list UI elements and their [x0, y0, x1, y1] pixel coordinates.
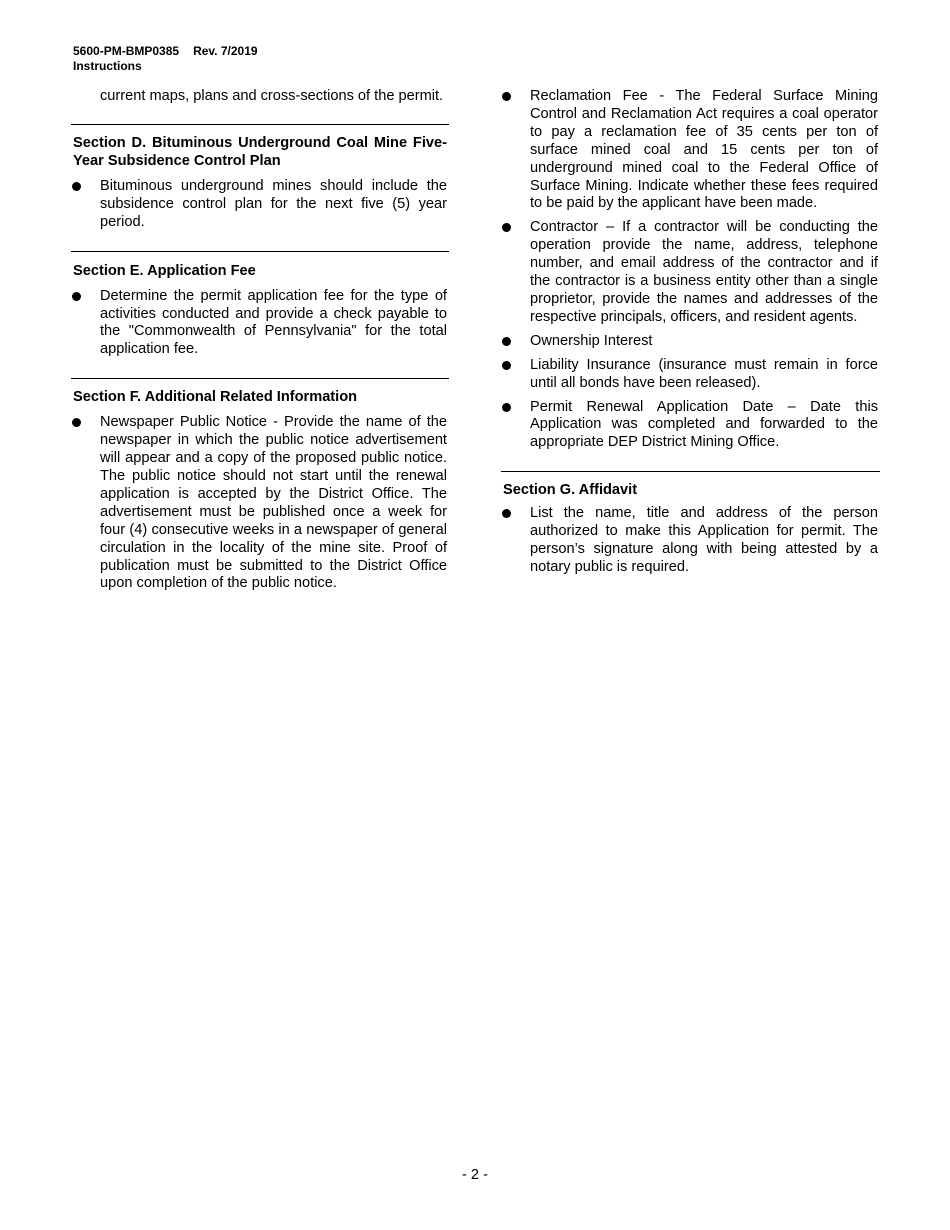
revision-date: Rev. 7/2019: [193, 44, 258, 58]
section-divider: [501, 471, 880, 472]
list-item-text: Reclamation Fee - The Federal Surface Mining Control and Reclamation Act requires a coal operator to pay a reclamation fee of 35 cents per ton of surface mined coal and 15 cents per ton of underground mined coal to the Federal Office of Surface Mining. Indicate whether these fees required to be paid by the applicant have been made.: [530, 88, 878, 212]
list-item: [501, 88, 878, 213]
bullet-icon: [502, 92, 511, 101]
section-d-title: Section D. Bituminous Underground Coal Mine Five-Year Subsidence Control Plan: [73, 134, 447, 169]
bullet-icon: [502, 403, 511, 412]
section-divider: [71, 251, 449, 252]
section-divider: [71, 124, 449, 125]
right-column: [501, 88, 880, 577]
list-item: [71, 178, 447, 232]
bullet-icon: [502, 361, 511, 370]
left-column: [71, 88, 449, 593]
section-g-title: Section G. Affidavit: [503, 482, 638, 499]
header-subtitle: Instructions: [73, 59, 142, 73]
list-item: [71, 414, 447, 593]
bullet-icon: [502, 509, 511, 518]
bullet-icon: [502, 223, 511, 232]
bullet-icon: [72, 292, 81, 301]
list-item-text: Bituminous underground mines should include the subsidence control plan for the next five (5) year period.: [100, 177, 447, 230]
list-item-text: Ownership Interest: [530, 332, 653, 349]
list-item-text: Newspaper Public Notice - Provide the name of the newspaper in which the public notice advertisement will appear and a copy of the proposed public notice. The public notice should not start until the renewal application is accepted by the District Office. The advertisement must be published once a week for four (4) consecutive weeks in a newspaper of general circulation in the locality of the mine site. Proof of publication must be submitted to the District Office upon completion of the public notice.: [100, 414, 447, 592]
document-header: [73, 44, 258, 74]
list-item: [501, 399, 878, 453]
bullet-icon: [72, 418, 81, 427]
list-item-text: Liability Insurance (insurance must remain in force until all bonds have been released).: [530, 356, 878, 391]
page-number: - 2 -: [462, 1167, 488, 1183]
list-item-text: Determine the permit application fee for the type of activities conducted and provide a check payable to the "Commonwealth of Pennsylvania" for the total application fee.: [100, 287, 447, 358]
document-id: 5600-PM-BMP0385: [73, 44, 180, 58]
list-item: [71, 288, 447, 360]
list-item-text: Permit Renewal Application Date – Date this Application was completed and forwarded to the appropriate DEP District Mining Office.: [530, 398, 878, 451]
section-divider: [71, 378, 449, 379]
header-line-1: [73, 44, 258, 59]
continuation-text: current maps, plans and cross-sections of the permit.: [100, 88, 444, 104]
bullet-icon: [72, 182, 81, 191]
bullet-icon: [502, 337, 511, 346]
list-item: [501, 219, 878, 326]
section-e-title: Section E. Application Fee: [73, 262, 256, 279]
list-item: [501, 357, 878, 393]
list-item-text: Contractor – If a contractor will be conducting the operation provide the name, address, telephone number, and email address of the contractor and if the contractor is a business entity other than a single proprietor, provide the names and addresses of the respective principals, officers, and resident agents.: [530, 219, 878, 325]
list-item: [501, 505, 878, 577]
section-f-title: Section F. Additional Related Information: [73, 389, 358, 406]
list-item: [501, 333, 878, 351]
list-item-text: List the name, title and address of the person authorized to make this Application for permit. The person’s signature along with being attested by a notary public is required.: [530, 505, 878, 575]
